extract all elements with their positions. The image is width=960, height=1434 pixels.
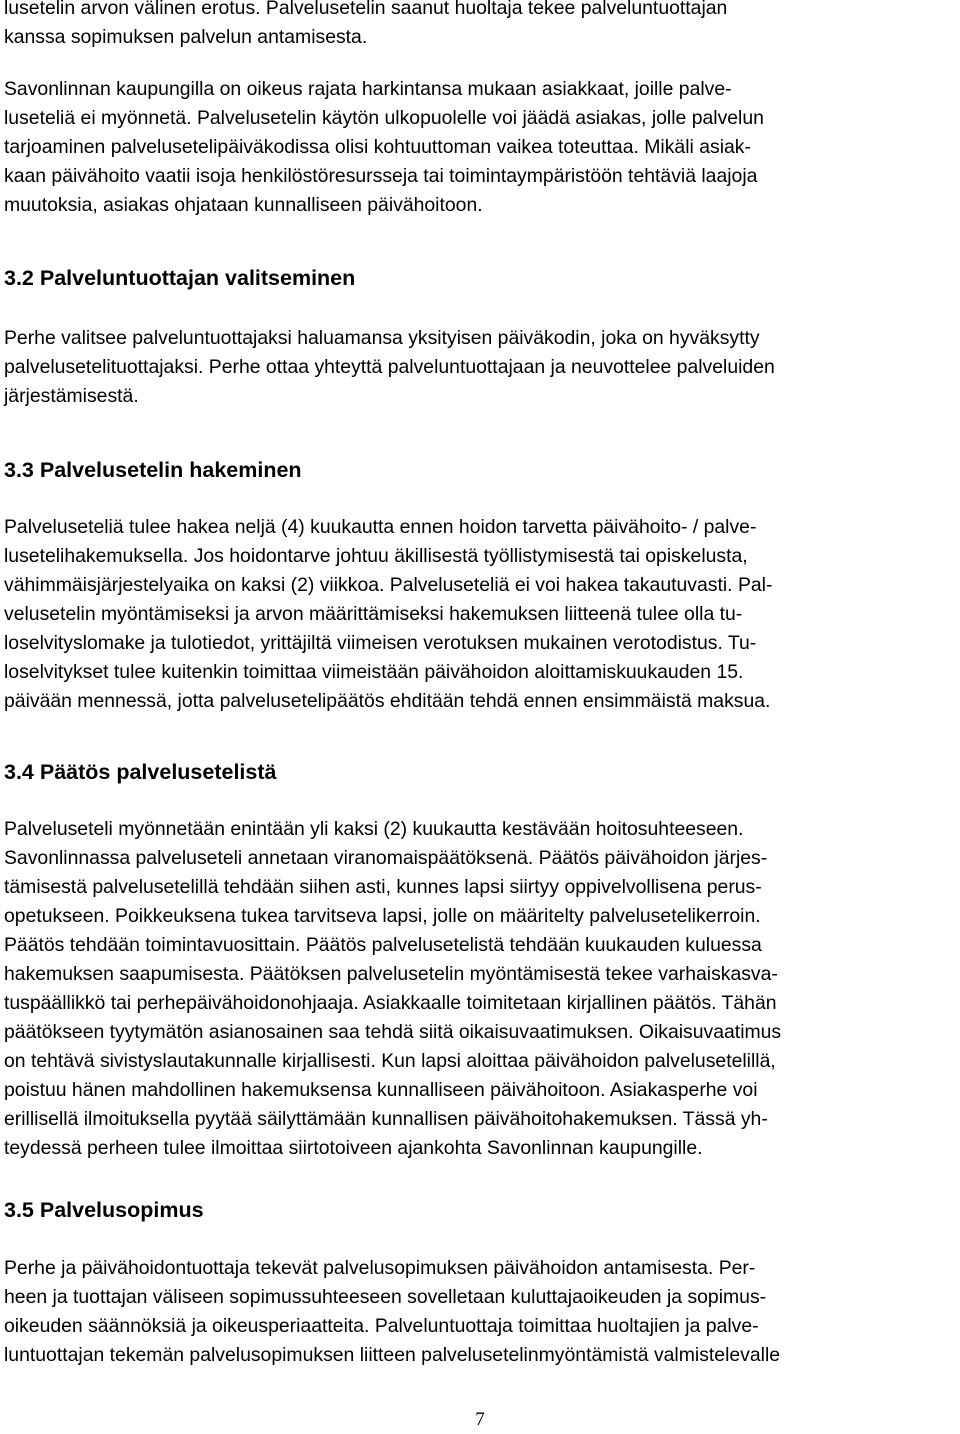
section-body-3-5 (4, 1254, 958, 1370)
text-line: lusetelin arvon välinen erotus. Palvelusetelin saanut huoltaja tekee palveluntuottajan (4, 0, 728, 19)
text-line: Palveluseteliä tulee hakea neljä (4) kuukautta ennen hoidon tarvetta päivähoito- / palve- (4, 516, 757, 538)
section-heading: 3.5 Palvelusopimus (4, 1198, 204, 1222)
text-line: palvelusetelituottajaksi. Perhe ottaa yhteyttä palveluntuottajaan ja neuvottelee palveluiden (4, 356, 775, 378)
text-line: teydessä perheen tulee ilmoittaa siirtotoiveen ajankohta Savonlinnan kaupungille. (4, 1137, 703, 1159)
text-line: loselvitykset tulee kuitenkin toimittaa viimeistään päivähoidon aloittamiskuukauden 15. (4, 661, 744, 683)
text-line: hakemuksen saapumisesta. Päätöksen palvelusetelin myöntämisestä tekee varhaiskasva- (4, 963, 778, 985)
text-line: kaan päivähoito vaatii isoja henkilöstöresursseja tai toimintaympäristöön tehtäviä laajoja (4, 165, 758, 187)
section-heading-3-2 (4, 263, 958, 293)
text-line: kanssa sopimuksen palvelun antamisesta. (4, 26, 368, 48)
section-body-3-4 (4, 815, 958, 1163)
text-line: tarjoaminen palvelusetelipäiväkodissa olisi kohtuuttoman vaikea toteuttaa. Mikäli asiak- (4, 136, 751, 158)
section-heading-3-5 (4, 1195, 958, 1225)
section-body-3-3 (4, 513, 958, 716)
intro-paragraph-1 (4, 0, 958, 52)
section-heading: 3.2 Palveluntuottajan valitseminen (4, 266, 356, 290)
text-line: järjestämisestä. (4, 385, 139, 407)
section-heading: 3.4 Päätös palvelusetelistä (4, 760, 277, 784)
text-line: opetukseen. Poikkeuksena tukea tarvitseva lapsi, jolle on määritelty palvelusetelikerroin. (4, 905, 761, 927)
section-heading: 3.3 Palvelusetelin hakeminen (4, 458, 302, 482)
intro-paragraph-2 (4, 75, 958, 220)
text-line: luntuottajan tekemän palvelusopimuksen liitteen palvelusetelinmyöntämistä valmistelevalle (4, 1344, 781, 1366)
text-line: vähimmäisjärjestelyaika on kaksi (2) viikkoa. Palveluseteliä ei voi hakea takautuvasti. Pal- (4, 574, 773, 596)
text-line: tämisestä palvelusetelillä tehdään siihen asti, kunnes lapsi siirtyy oppivelvollisena perus- (4, 876, 762, 898)
text-line: luseteliä ei myönnetä. Palvelusetelin käytön ulkopuolelle voi jäädä asiakas, jolle palvelun (4, 107, 764, 129)
text-line: muutoksia, asiakas ohjataan kunnalliseen päivähoitoon. (4, 194, 483, 216)
text-line: Perhe valitsee palveluntuottajaksi haluamansa yksityisen päiväkodin, joka on hyväksytty (4, 327, 760, 349)
text-line: poistuu hänen mahdollinen hakemuksensa kunnalliseen päivähoitoon. Asiakasperhe voi (4, 1079, 758, 1101)
text-line: Savonlinnassa palveluseteli annetaan viranomaispäätöksenä. Päätös päivähoidon järjes- (4, 847, 768, 869)
section-heading-3-4 (4, 757, 958, 787)
text-line: erillisellä ilmoituksella pyytää säilyttämään kunnallisen päivähoitohakemuksen. Tässä yh- (4, 1108, 768, 1130)
section-heading-3-3 (4, 455, 958, 485)
text-line: päätökseen tyytymätön asianosainen saa tehdä siitä oikaisuvaatimuksen. Oikaisuvaatimus (4, 1021, 782, 1043)
text-line: Savonlinnan kaupungilla on oikeus rajata harkintansa mukaan asiakkaat, joille palve- (4, 78, 732, 100)
text-line: lusetelihakemuksella. Jos hoidontarve johtuu äkillisestä työllistymisestä tai opiskelusta, (4, 545, 748, 567)
text-line: Perhe ja päivähoidontuottaja tekevät palvelusopimuksen päivähoidon antamisesta. Per- (4, 1257, 756, 1279)
section-body-3-2 (4, 324, 958, 411)
text-line: heen ja tuottajan väliseen sopimussuhteeseen sovelletaan kuluttajaoikeuden ja sopimus- (4, 1286, 767, 1308)
text-line: loselvityslomake ja tulotiedot, yrittäjiltä viimeisen verotuksen mukainen verotodistus. Tu- (4, 632, 757, 654)
text-line: päivään mennessä, jotta palvelusetelipäätös ehditään tehdä ennen ensimmäistä maksua. (4, 690, 771, 712)
text-line: tuspäällikkö tai perhepäivähoidonohjaaja. Asiakkaalle toimitetaan kirjallinen päätös. Tähän (4, 992, 777, 1014)
text-line: on tehtävä sivistyslautakunnalle kirjallisesti. Kun lapsi aloittaa päivähoidon palvelusetelillä, (4, 1050, 776, 1072)
text-line: oikeuden säännöksiä ja oikeusperiaatteita. Palveluntuottaja toimittaa huoltajien ja palve- (4, 1315, 759, 1337)
page-number: 7 (475, 1409, 485, 1430)
text-line: velusetelin myöntämiseksi ja arvon määrittämiseksi hakemuksen liitteenä tulee olla tu- (4, 603, 743, 625)
text-line: Palveluseteli myönnetään enintään yli kaksi (2) kuukautta kestävään hoitosuhteeseen. (4, 818, 744, 840)
text-line: Päätös tehdään toimintavuosittain. Päätös palvelusetelistä tehdään kuukauden kuluessa (4, 934, 762, 956)
